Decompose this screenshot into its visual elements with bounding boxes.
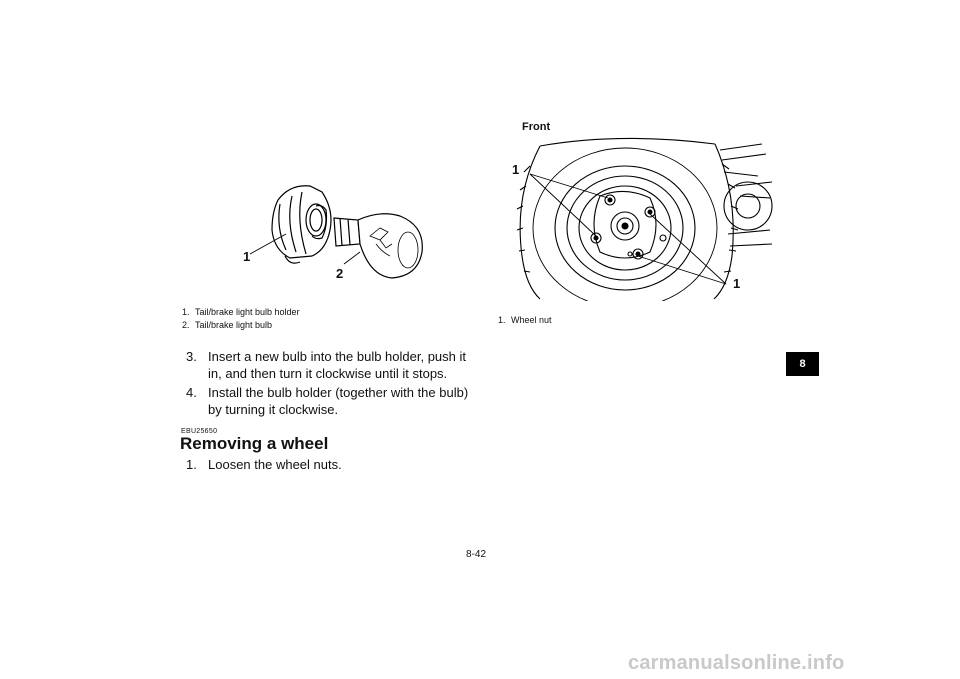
caption-text: Tail/brake light bulb <box>195 320 273 330</box>
section-title: Removing a wheel <box>180 434 329 453</box>
callout-1-top: 1 <box>512 162 520 177</box>
bulb-figure <box>230 170 440 295</box>
caption-item <box>182 319 300 332</box>
caption-number: 1. <box>182 307 190 317</box>
step-item <box>186 456 471 473</box>
watermark: carmanualsonline.info <box>628 652 845 674</box>
page-number: 8-42 <box>466 549 487 560</box>
caption-text: Wheel nut <box>511 315 552 325</box>
step-text: Loosen the wheel nuts. <box>208 457 342 472</box>
step-text: Insert a new bulb into the bulb holder, push it in, and then turn it clockwise until it stops. <box>208 349 467 381</box>
section-steps <box>186 456 471 475</box>
step-number: 4. <box>186 385 197 400</box>
caption-item <box>498 314 552 327</box>
wheel-figure-caption <box>498 314 552 327</box>
step-number: 3. <box>186 349 197 364</box>
callout-1: 1 <box>243 249 251 264</box>
callout-2: 2 <box>336 266 344 281</box>
section-code: EBU25650 <box>181 428 218 435</box>
callout-1-bottom: 1 <box>733 276 741 291</box>
caption-item <box>182 306 300 319</box>
step-item <box>186 384 471 418</box>
caption-number: 2. <box>182 320 190 330</box>
front-label: Front <box>522 121 551 133</box>
caption-number: 1. <box>498 315 506 325</box>
step-number: 1. <box>186 457 197 472</box>
chapter-tab: 8 <box>786 352 819 376</box>
step-item <box>186 348 471 382</box>
caption-text: Tail/brake light bulb holder <box>195 307 300 317</box>
step-text: Install the bulb holder (together with the bulb) by turning it clockwise. <box>208 385 469 417</box>
instruction-steps <box>186 348 471 420</box>
bulb-figure-caption <box>182 306 300 332</box>
